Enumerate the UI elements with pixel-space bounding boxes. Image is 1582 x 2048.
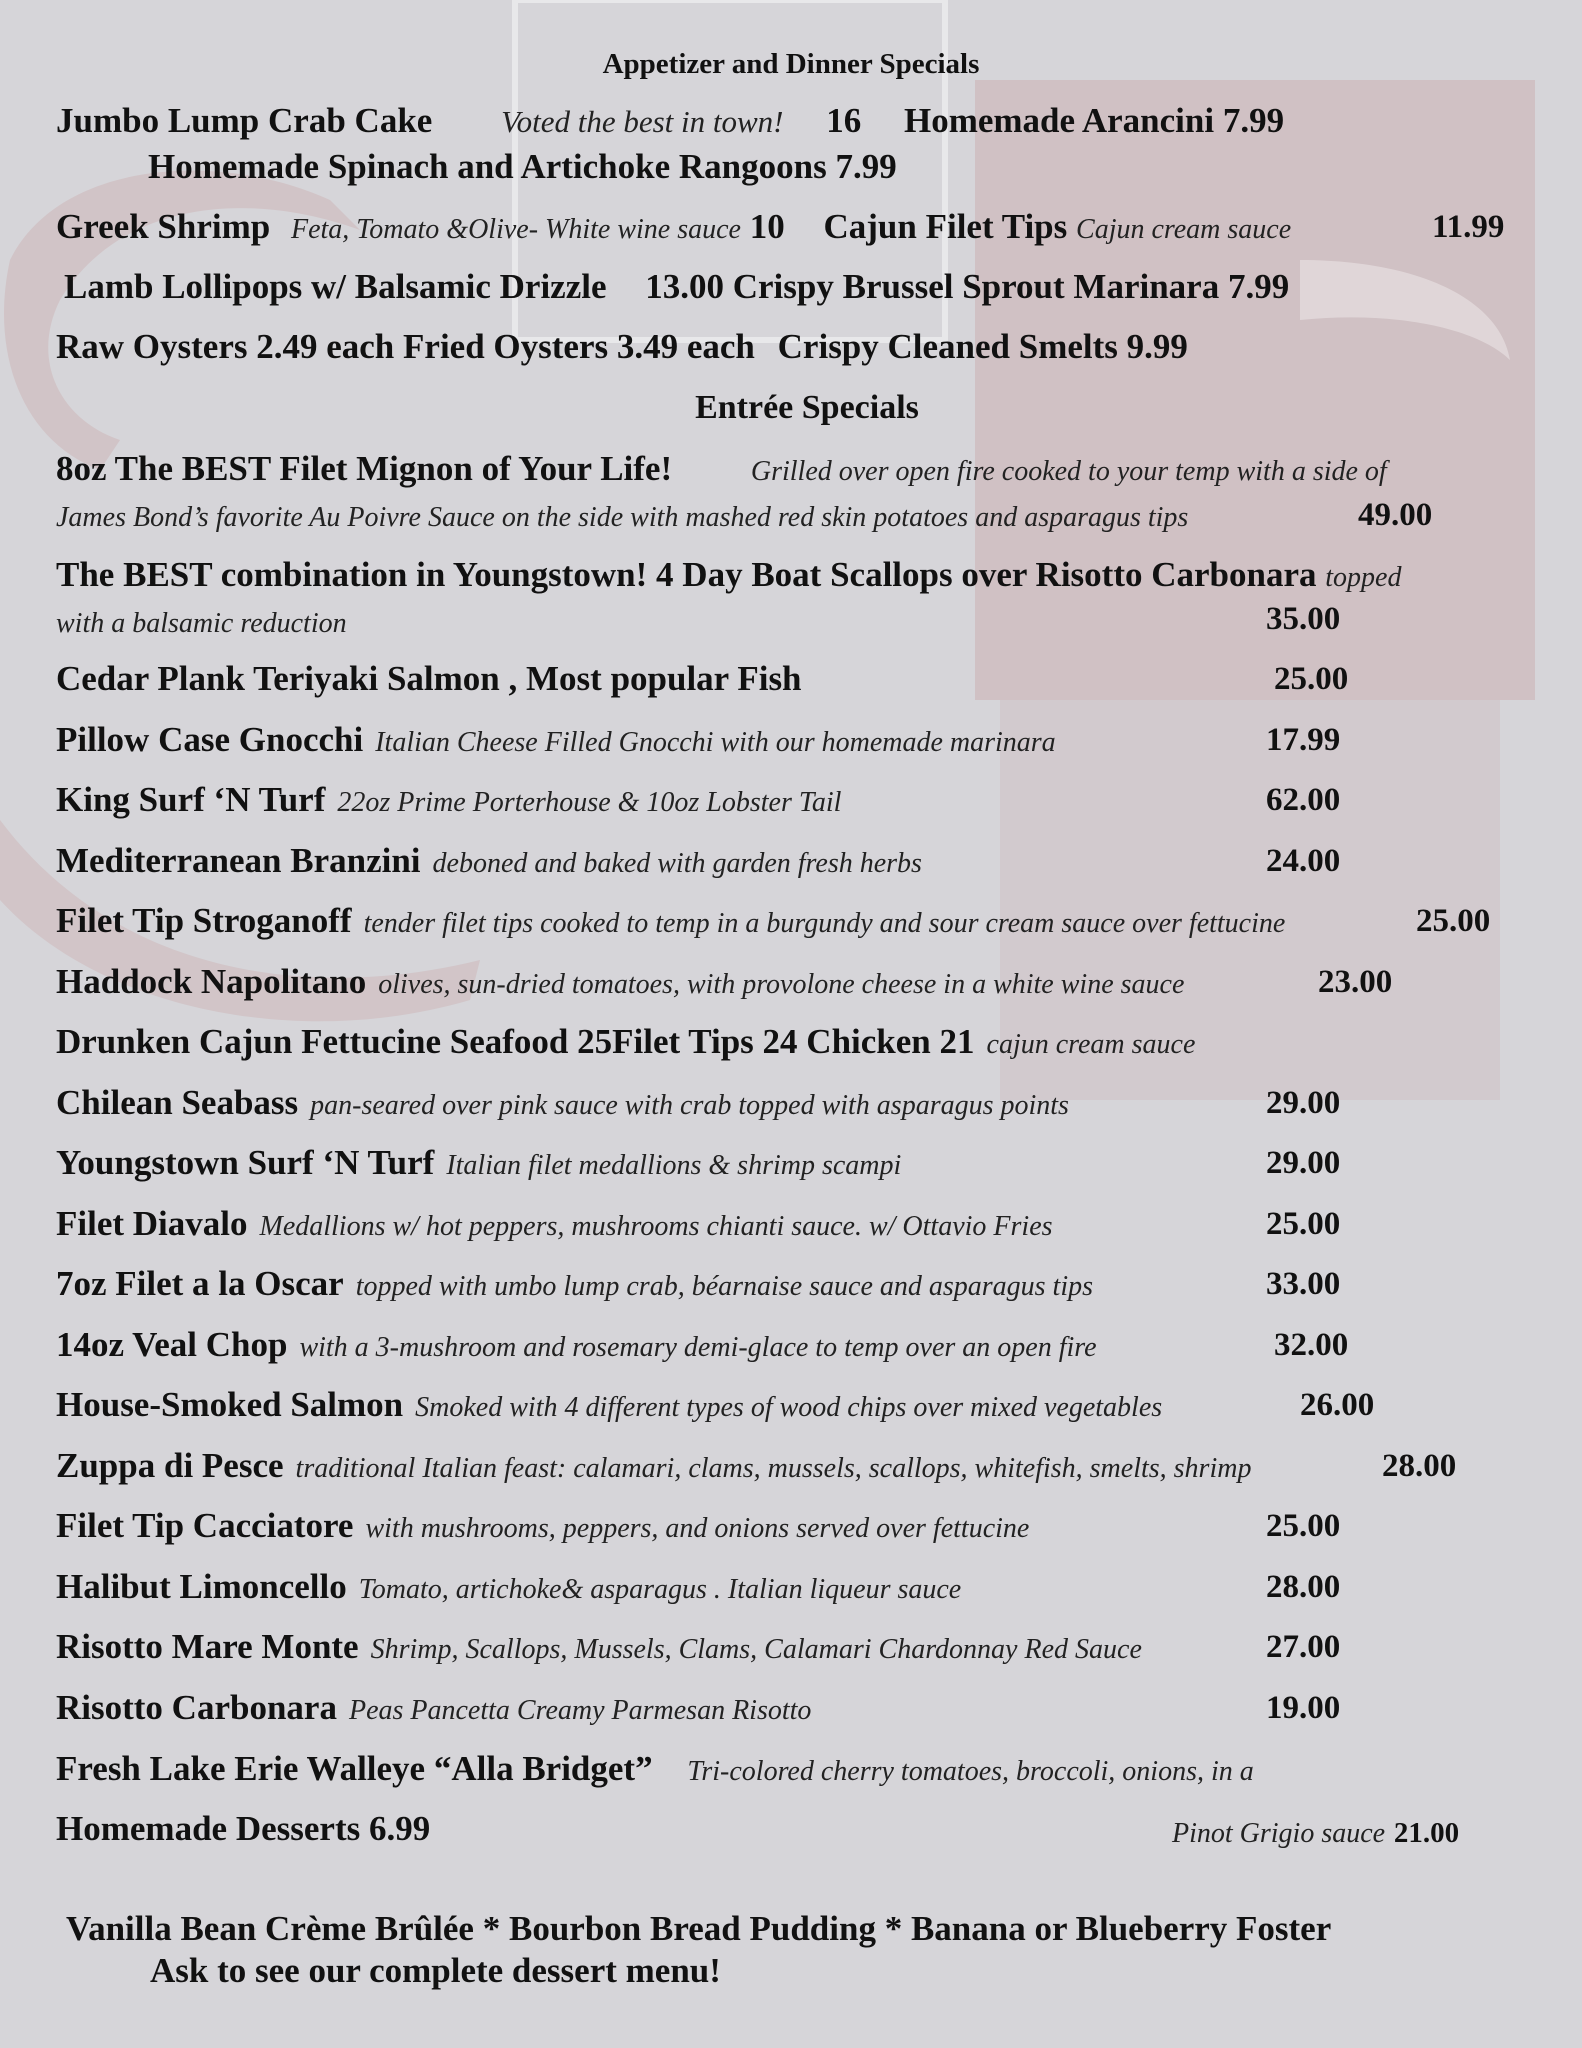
rangoons-item: Homemade Spinach and Artichoke Rangoons 7.99	[148, 147, 897, 186]
combo-price: 35.00	[1266, 601, 1341, 637]
cajun-tips-price: 11.99	[1432, 209, 1505, 245]
filet-mignon-line2	[56, 494, 1188, 539]
entree-row	[56, 840, 922, 885]
entree-price: 62.00	[1266, 782, 1341, 818]
entree-row	[56, 900, 1285, 945]
entree-description: pan-seared over pink sauce with crab topped with asparagus points	[310, 1090, 1069, 1121]
entree-name: Chilean Seabass	[56, 1083, 299, 1122]
crab-cake-note: Voted the best in town!	[501, 104, 784, 139]
combo-line2	[56, 600, 347, 645]
entree-description: Italian Cheese Filled Gnocchi with our homemade marinara	[375, 727, 1056, 758]
entree-price: 28.00	[1382, 1448, 1457, 1484]
filet-mignon-name: 8oz The BEST Filet Mignon of Your Life!	[56, 449, 673, 488]
entree-price: 29.00	[1266, 1145, 1341, 1181]
brussel-sprout-item: Crispy Brussel Sprout Marinara 7.99	[732, 267, 1290, 306]
entree-name: Filet Tip Cacciatore	[56, 1506, 354, 1545]
filet-mignon-price: 49.00	[1358, 497, 1433, 533]
entree-price: 24.00	[1266, 843, 1341, 879]
entree-name: House-Smoked Salmon	[56, 1385, 404, 1424]
entree-description: Italian filet medallions & shrimp scampi	[446, 1150, 902, 1181]
entree-name: Mediterranean Branzini	[56, 841, 421, 880]
entree-price: 25.00	[1266, 1206, 1341, 1242]
entree-price: 27.00	[1266, 1629, 1341, 1665]
entree-price: 32.00	[1274, 1327, 1349, 1363]
cajun-tips-name: Cajun Filet Tips	[823, 207, 1068, 246]
entree-description: cajun cream sauce	[986, 1029, 1196, 1060]
entree-row	[56, 1263, 1093, 1308]
entree-row	[56, 1445, 1251, 1490]
entree-row	[56, 1324, 1097, 1369]
filet-mignon-line1	[56, 448, 1387, 493]
entree-row	[56, 1687, 811, 1732]
entree-name: Risotto Mare Monte	[56, 1627, 359, 1666]
combo-desc2: with a balsamic reduction	[56, 608, 347, 639]
fried-oysters-item: Fried Oysters 3.49 each	[403, 327, 755, 366]
entree-name: Cedar Plank Teriyaki Salmon , Most popular Fish	[56, 659, 802, 698]
entree-name: Filet Diavalo	[56, 1204, 248, 1243]
entree-name: King Surf ‘N Turf	[56, 780, 326, 819]
greek-shrimp-price: 10	[749, 207, 785, 246]
walleye-price: 21.00	[1393, 1817, 1460, 1849]
greek-shrimp-desc: Feta, Tomato &Olive- White wine sauce	[290, 214, 741, 245]
appetizer-line-rangoons	[148, 146, 897, 188]
appetizer-line-lamb	[64, 266, 1289, 308]
walleye-desc1: Tri-colored cherry tomatoes, broccoli, onions, in a	[687, 1756, 1254, 1787]
greek-shrimp-name: Greek Shrimp	[56, 207, 271, 246]
entree-row	[56, 1384, 1162, 1429]
arancini-item: Homemade Arancini 7.99	[903, 101, 1285, 140]
entree-name: Zuppa di Pesce	[56, 1446, 284, 1485]
entree-description: Smoked with 4 different types of wood chips over mixed vegetables	[415, 1392, 1163, 1423]
entree-description: Peas Pancetta Creamy Parmesan Risotto	[348, 1695, 812, 1726]
entree-description: with a 3-mushroom and rosemary demi-glace to temp over an open fire	[299, 1332, 1097, 1363]
entree-description: deboned and baked with garden fresh herbs	[432, 848, 922, 879]
entree-description: topped with umbo lump crab, béarnaise sauce and asparagus tips	[355, 1271, 1094, 1302]
entree-name: Filet Tip Stroganoff	[56, 901, 352, 940]
entree-name: Halibut Limoncello	[56, 1567, 347, 1606]
entree-price: 25.00	[1274, 661, 1349, 697]
combo-name: The BEST combination in Youngstown! 4 Day Boat Scallops over Risotto Carbonara	[56, 555, 1317, 594]
filet-mignon-desc1: Grilled over open fire cooked to your temp with a side of	[750, 456, 1387, 487]
lamb-lollipops-price: 13.00	[645, 267, 724, 306]
entree-description: olives, sun-dried tomatoes, with provolone cheese in a white wine sauce	[378, 969, 1185, 1000]
entree-row	[56, 1505, 1029, 1550]
desserts-heading-line	[56, 1808, 430, 1850]
entree-row	[56, 1142, 901, 1187]
entree-name: 14oz Veal Chop	[56, 1325, 288, 1364]
smelts-item: Crispy Cleaned Smelts 9.99	[777, 327, 1188, 366]
entree-description: Tomato, artichoke& asparagus . Italian liqueur sauce	[358, 1574, 962, 1605]
dessert-note-line	[150, 1950, 721, 1992]
dessert-list-line	[66, 1908, 1331, 1950]
entree-description: traditional Italian feast: calamari, clams, mussels, scallops, whitefish, smelts, shrimp	[295, 1453, 1252, 1484]
entree-row	[56, 719, 1056, 764]
entree-description: 22oz Prime Porterhouse & 10oz Lobster Tail	[337, 787, 842, 818]
entree-price: 28.00	[1266, 1569, 1341, 1605]
appetizer-line-crab	[56, 100, 1284, 143]
walleye-line1	[56, 1748, 1254, 1793]
raw-oysters-item: Raw Oysters 2.49 each	[56, 327, 395, 366]
lamb-lollipops-name: Lamb Lollipops w/ Balsamic Drizzle	[64, 267, 607, 306]
entree-row	[56, 961, 1184, 1006]
entree-name: Drunken Cajun Fettucine Seafood 25Filet Tips 24 Chicken 21	[56, 1022, 975, 1061]
entree-price: 23.00	[1318, 964, 1393, 1000]
dessert-list: Vanilla Bean Crème Brûlée * Bourbon Bread Pudding * Banana or Blueberry Foster	[66, 1909, 1332, 1948]
entree-price: 25.00	[1416, 903, 1491, 939]
entree-description: Medallions w/ hot peppers, mushrooms chianti sauce. w/ Ottavio Fries	[259, 1211, 1053, 1242]
combo-desc1: topped	[1325, 562, 1402, 593]
entree-name: Youngstown Surf ‘N Turf	[56, 1143, 435, 1182]
walleye-desc2: Pinot Grigio sauce	[1172, 1818, 1386, 1849]
filet-mignon-desc2: James Bond’s favorite Au Poivre Sauce on the side with mashed red skin potatoes and asparagus tips	[56, 502, 1189, 533]
desserts-heading: Homemade Desserts 6.99	[56, 1809, 431, 1848]
entree-heading: Entrée Specials	[695, 389, 919, 426]
appetizer-line-oysters	[56, 326, 1188, 368]
walleye-line2	[1172, 1810, 1459, 1855]
entree-name: Risotto Carbonara	[56, 1688, 337, 1727]
crab-cake-name: Jumbo Lump Crab Cake	[56, 101, 433, 140]
entree-description: Shrimp, Scallops, Mussels, Clams, Calamari Chardonnay Red Sauce	[370, 1634, 1142, 1665]
entree-row	[56, 1566, 961, 1611]
entree-name: Pillow Case Gnocchi	[56, 720, 364, 759]
appetizer-line-shrimp	[56, 206, 1291, 251]
appetizer-heading: Appetizer and Dinner Specials	[602, 48, 980, 80]
entree-price: 29.00	[1266, 1085, 1341, 1121]
entree-row	[56, 1021, 1195, 1066]
entree-row	[56, 658, 802, 700]
entree-row	[56, 1626, 1142, 1671]
entree-description: tender filet tips cooked to temp in a burgundy and sour cream sauce over fettucine	[363, 908, 1286, 939]
entree-price: 26.00	[1300, 1387, 1375, 1423]
entree-description: with mushrooms, peppers, and onions served over fettucine	[365, 1513, 1030, 1544]
entree-price: 33.00	[1266, 1266, 1341, 1302]
walleye-name: Fresh Lake Erie Walleye “Alla Bridget”	[56, 1749, 653, 1788]
combo-line1	[56, 554, 1401, 599]
entree-price: 19.00	[1266, 1690, 1341, 1726]
dessert-note: Ask to see our complete dessert menu!	[150, 1951, 721, 1990]
cajun-tips-desc: Cajun cream sauce	[1076, 214, 1292, 245]
entree-price: 25.00	[1266, 1508, 1341, 1544]
entree-price: 17.99	[1266, 722, 1341, 758]
entree-name: 7oz Filet a la Oscar	[56, 1264, 344, 1303]
entree-row	[56, 1203, 1053, 1248]
entree-row	[56, 779, 841, 824]
entree-row	[56, 1082, 1069, 1127]
entree-name: Haddock Napolitano	[56, 962, 367, 1001]
crab-cake-price: 16	[826, 101, 862, 140]
